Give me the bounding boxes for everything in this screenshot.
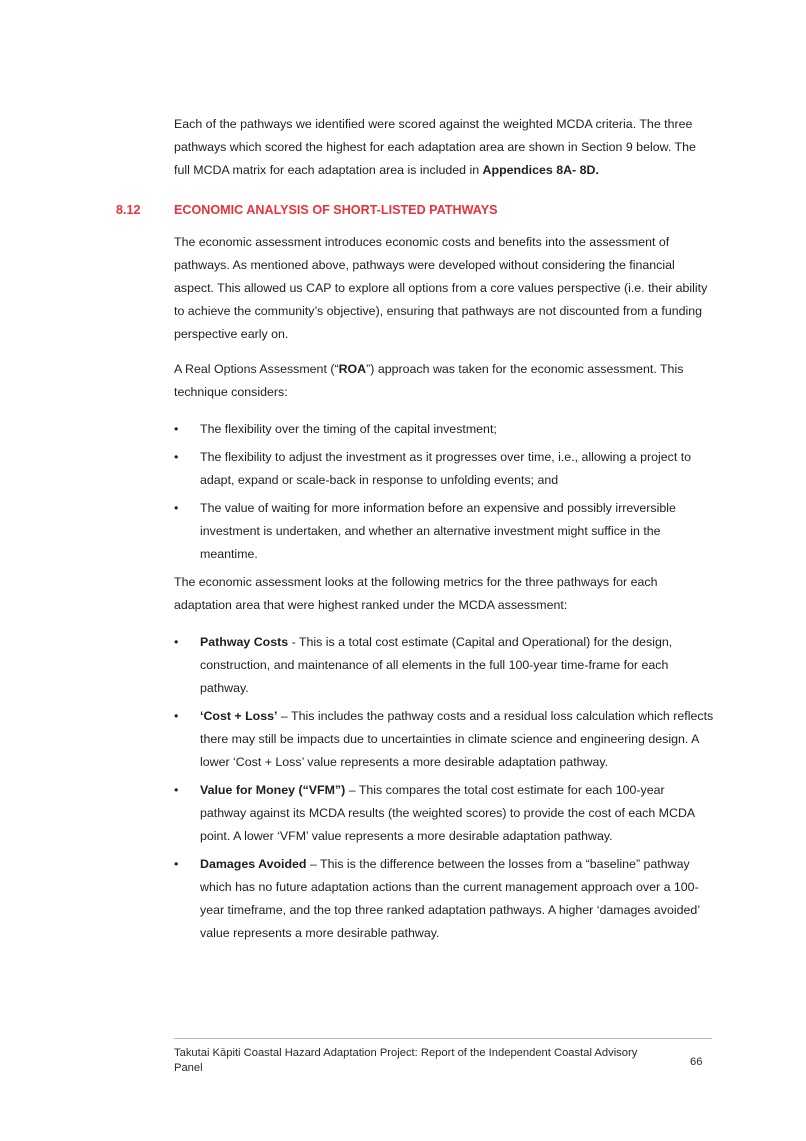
intro-text: Each of the pathways we identified were scored against the weighted MCDA criteria. The three pathways which scored the highest for each adaptation area are shown in Section 9 below. The full MCDA matrix for each adaptation area is included in xyxy=(174,117,696,177)
metrics-intro-paragraph: The economic assessment looks at the following metrics for the three pathways for each adaptation area that were highest ranked under the MCDA assessment: xyxy=(174,575,658,612)
roa-text-after: ”) approach was taken for the economic assessment. This technique considers: xyxy=(174,362,684,399)
bullet-icon: • xyxy=(174,450,179,464)
page-number: 66 xyxy=(690,1056,703,1068)
metric-term: Damages Avoided xyxy=(200,857,307,871)
bullet-icon: • xyxy=(174,857,179,871)
metric-description: - This is a total cost estimate (Capital and Operational) for the design, construction, and maintenance of all elements in the full 100-year time-frame for each pathway. xyxy=(200,635,673,695)
footer-title: Takutai Kāpiti Coastal Hazard Adaptation Project: Report of the Independent Coastal Advisory Panel xyxy=(174,1047,638,1074)
roa-paragraph xyxy=(174,358,714,404)
list-item xyxy=(174,418,714,441)
bullet-icon: • xyxy=(174,783,179,797)
appendices-reference: Appendices 8A- 8D. xyxy=(482,163,599,177)
list-item xyxy=(174,853,714,945)
metric-description: – This includes the pathway costs and a residual loss calculation which reflects there may still be impacts due to uncertainties in climate science and engineering design. A lower ‘Cost + Loss’ value represents a more desirable adaptation pathway. xyxy=(200,709,714,769)
roa-term: ROA xyxy=(338,362,367,376)
roa-text-before: A Real Options Assessment (“ xyxy=(174,362,339,376)
list-item xyxy=(174,779,714,848)
metric-term: Value for Money (“VFM”) xyxy=(200,783,346,797)
metric-term: ‘Cost + Loss’ xyxy=(200,709,278,723)
metrics-bullet-list xyxy=(174,631,714,945)
list-item-text: The flexibility to adjust the investment as it progresses over time, i.e., allowing a project to adapt, expand or scale-back in response to unfolding events; and xyxy=(200,450,692,487)
list-item xyxy=(174,631,714,700)
metric-description: – This is the difference between the losses from a “baseline” pathway which has no future adaptation actions than the current management approach over a 100-year timeframe, and the top three ranked adaptation pathways. A higher ‘damages avoided’ value represents a more desirable pathway. xyxy=(200,857,700,940)
economic-assessment-paragraph: The economic assessment introduces economic costs and benefits into the assessment of pathways. As mentioned above, pathways were developed without considering the financial aspect. This allowed us CAP to explore all options from a core values perspective (i.e. their ability to achieve the community’s objective), ensuring that pathways are not discounted from a funding perspective early on. xyxy=(174,235,708,341)
bullet-icon: • xyxy=(174,635,179,649)
intro-paragraph xyxy=(174,113,714,182)
bullet-icon: • xyxy=(174,501,179,515)
bullet-icon: • xyxy=(174,422,179,436)
section-number: 8.12 xyxy=(116,203,141,217)
list-item xyxy=(174,446,714,492)
roa-bullet-list xyxy=(174,418,714,566)
bullet-icon: • xyxy=(174,709,179,723)
metric-term: Pathway Costs xyxy=(200,635,289,649)
list-item xyxy=(174,705,714,774)
list-item-text: The flexibility over the timing of the capital investment; xyxy=(200,422,497,436)
metric-description: – This compares the total cost estimate for each 100-year pathway against its MCDA results (the weighted scores) to provide the cost of each MCDA point. A lower ‘VFM’ value represents a more desirable adaptation pathway. xyxy=(200,783,695,843)
footer-divider xyxy=(174,1038,712,1039)
list-item-text: The value of waiting for more information before an expensive and possibly irreversible investment is undertaken, and whether an alternative investment might suffice in the meantime. xyxy=(200,501,676,561)
list-item xyxy=(174,497,714,566)
section-title: ECONOMIC ANALYSIS OF SHORT-LISTED PATHWAYS xyxy=(174,203,498,217)
